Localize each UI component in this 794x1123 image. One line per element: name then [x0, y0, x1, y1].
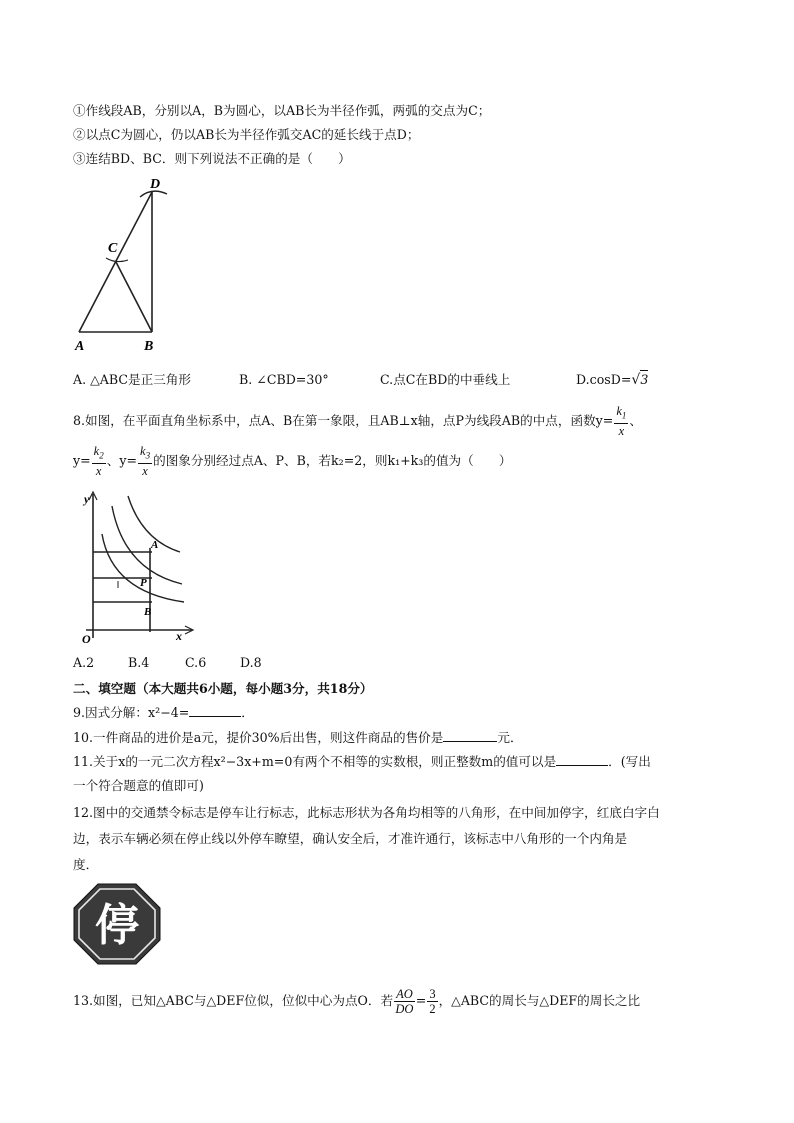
q7-option-d-text: D.cosD= — [576, 372, 632, 387]
q7-step2: ②以点C为圆心，仍以AB长为半径作弧交AC的延长线于点D； — [73, 127, 420, 142]
q9-suffix: ． — [241, 705, 254, 720]
q13-suffix: ，△ABC的周长与△DEF的周长之比 — [438, 993, 641, 1008]
q7-arc — [140, 191, 167, 197]
section-heading: 二、填空题（本大题共6小题，每小题3分，共18分） — [73, 681, 373, 696]
q13-frac-3-2 — [427, 987, 437, 1016]
q8-label-p: P — [140, 577, 147, 589]
q7-step3: ③连结BD、BC．则下列说法不正确的是（ ） — [73, 151, 351, 166]
q8-options — [73, 654, 262, 672]
q7-option-b[interactable]: B. ∠CBD=30° — [239, 372, 329, 387]
q8-frac-k3 — [138, 444, 152, 478]
q13-frac2-den: 2 — [429, 1001, 436, 1016]
q10-answer-blank[interactable] — [443, 729, 497, 742]
stop-sign-char: 停 — [95, 900, 139, 951]
q13-line — [73, 980, 640, 1022]
q11-text: 11.关于x的一元二次方程x²−3x+m=0有两个不相等的实数根，则正整数m的值可以是 — [73, 754, 557, 769]
q10-line — [73, 729, 523, 747]
q11-line2: 一个符合题意的值即可) — [73, 778, 204, 793]
q8-option-b[interactable]: B.4 — [128, 655, 150, 670]
q8-label-x: x — [176, 629, 182, 643]
q9-answer-blank[interactable] — [189, 704, 241, 717]
q7-figure — [70, 172, 180, 354]
stop-sign-figure — [72, 882, 162, 966]
q7-option-a[interactable]: A. △ABC是正三角形 — [73, 372, 191, 387]
q12-line2: 边，表示车辆必须在停止线以外停车瞭望，确认安全后，才准许通行，该标志中八角形的一个内角是 — [73, 831, 628, 846]
q8-label-b: B — [144, 606, 152, 618]
q13-frac-ao-do — [394, 987, 415, 1016]
q9-text: 9.因式分解：x²−4= — [73, 705, 190, 720]
q8-line1-suffix: 、 — [629, 413, 642, 428]
q11-suffix: ．(写出 — [608, 754, 651, 769]
q8-frac-k1 — [614, 404, 628, 438]
q7-label-d: D — [150, 177, 161, 192]
q8-line1 — [73, 404, 642, 438]
q8-k3: k — [140, 444, 146, 459]
q8-k1-sub: 1 — [621, 410, 627, 421]
q8-k2: k — [93, 444, 100, 459]
q10-text: 10.一件商品的进价是a元，提价30%后出售，则这件商品的售价是 — [73, 730, 444, 745]
sqrt-sign: √ — [631, 372, 641, 388]
q8-line2-mid: 、y= — [106, 453, 137, 468]
q12-line1: 12.图中的交通禁令标志是停车让行标志，此标志形状为各角均相等的八角形，在中间加停字，红底白字白 — [73, 805, 660, 820]
q13-frac2-num: 3 — [429, 986, 436, 1001]
q12-line3: 度． — [73, 857, 99, 872]
q11-line1 — [73, 753, 651, 771]
q8-option-a[interactable]: A.2 — [73, 655, 95, 670]
q8-option-d[interactable]: D.8 — [240, 655, 262, 670]
q9-line — [73, 704, 254, 722]
q8-line2 — [73, 444, 512, 478]
q8-line2-suffix: 的图象分别经过点A、P、B，若k₂=2，则k₁+k₃的值为（ ） — [153, 453, 512, 468]
q8-x2: x — [95, 463, 102, 478]
q8-label-y: y — [84, 492, 90, 506]
q7-step1: ①作线段AB，分别以A，B为圆心，以AB长为半径作弧，两弧的交点为C； — [73, 103, 491, 118]
q7-option-c[interactable]: C.点C在BD的中垂线上 — [380, 372, 511, 387]
q7-options — [73, 370, 648, 389]
q8-curve-k2 — [112, 506, 182, 584]
q7-label-c: C — [108, 241, 118, 256]
q13-frac1-den: DO — [395, 1001, 414, 1016]
q8-option-c[interactable]: C.6 — [185, 655, 207, 670]
q7-label-a: A — [75, 339, 85, 354]
q13-prefix: 13.如图，已知△ABC与△DEF位似，位似中心为点O．若 — [73, 993, 394, 1008]
q7-option-d[interactable] — [576, 370, 648, 389]
q13-frac1-num: AO — [396, 986, 413, 1001]
q10-suffix: 元． — [497, 730, 523, 745]
q8-x1: x — [618, 423, 625, 438]
q8-label-a: A — [151, 539, 159, 551]
q8-line1-prefix: 8.如图，在平面直角坐标系中，点A、B在第一象限，且AB⊥x轴，点P为线段AB的中点，函数y= — [73, 413, 614, 428]
q8-curve-k3 — [102, 534, 184, 602]
q8-figure — [72, 488, 197, 648]
q7-segment-bc — [116, 262, 152, 332]
q7-label-b: B — [144, 339, 154, 354]
q8-k2-sub: 2 — [99, 450, 104, 461]
q8-line2-y1: y= — [73, 453, 91, 468]
q7-option-d-radicand: 3 — [640, 372, 649, 387]
q11-answer-blank[interactable] — [556, 753, 608, 766]
q8-label-o: O — [82, 632, 91, 646]
q8-frac-k2 — [92, 444, 106, 478]
q8-x3: x — [142, 463, 148, 478]
q8-k1: k — [616, 404, 622, 419]
q13-eq: = — [415, 993, 427, 1008]
q8-k3-sub: 3 — [145, 450, 151, 461]
